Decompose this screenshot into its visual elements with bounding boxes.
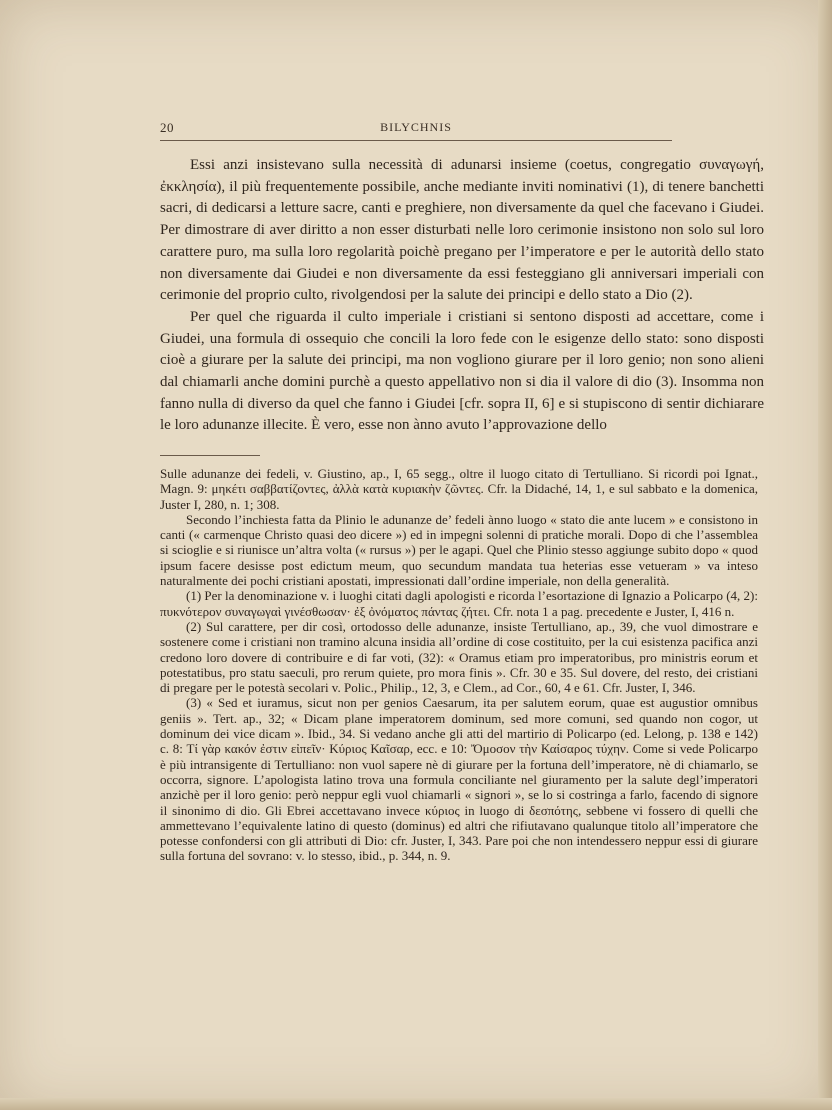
body-paragraph: Per quel che riguarda il culto imperiale i cristiani si sentono disposti ad accettare, come i Giudei, una formula di ossequio che concili la loro fede con le esigenze dello stato: sono disposti cioè a giurare per la salute dei principi, ma non vogliono giurare per il loro genio; non sono alieni dal chiamarli anche domini purchè a questo appellativo non si dia il valore di dio (3). Insomma non fanno nulla di diverso da quel che fanno i Giudei [cfr. sopra II, 6] e si stupiscono di sentir dichiarare le loro adunanze illecite. È vero, esse non ànno avuto l’approvazione dello bbox=[160, 308, 764, 434]
page-number: 20 bbox=[160, 120, 174, 135]
footnote: (3) « Sed et iuramus, sicut non per genios Caesarum, ita per salutem eorum, quae est augustior omnibus geniis ». Tert. ap., 32; « Dicam plane imperatorem dominum, sed more comuni, sed quando non cogor, ut dominum dei vice dicam ». Ibid., 34. Si vedano anche gli atti del martirio di Policarpo (ed. Lelong, p. 138 e 142) c. 8: Τί γὰρ κακόν ἐστιν εἰπεῖν· Κύριος Καῖσαρ, ecc. e 10: Ὄμοσον τὴν Καίσαρος τύχην. Come si vede Policarpo è più intransigente di Tertulliano: non vuol sapere nè di giurare per la fortuna dell’imperatore, nè di chiamarlo, se occorra, signore. L’apologista latino trova una formula conciliante nel giuramento per la salute degl’imperatori anzichè per il loro genio: però neppur egli vuol chiamarli « signori », se lo si costringa a farlo, facendo di signore il sinonimo di dio. Gli Ebrei accettavano invece κύριος in luogo di δεσπότης, sebbene vi fossero di quelli che ammettevano l’equivalente latino di questo (dominus) ed altri che rifiutavano qualunque titolo all’imperatore che potesse confondersi con gli attributi di Dio: cfr. Juster, I, 343. Pare poi che non intendessero neppur essi di giurare sulla fortuna del sovrano: v. lo stesso, ibid., p. 344, n. 9. bbox=[160, 695, 758, 864]
footnotes bbox=[160, 466, 758, 864]
running-header bbox=[160, 120, 672, 142]
page-edge-bottom bbox=[0, 1098, 832, 1110]
body-paragraph: Essi anzi insistevano sulla necessità di adunarsi insieme (coetus, congregatio συναγωγή, ἐκκλησία), il più frequentemente possibile, anche mediante inviti nominativi (1), di tenere banchetti sacri, di dedicarsi a letture sacre, canti e preghiere, non diversamente da quel che facevano i Giudei. Per dimostrare di aver diritto a non esser disturbati nelle loro cerimonie insistono non solo sul loro carattere puro, ma sulla loro regolarità poichè pregano per l’imperatore e per le autorità dello stato non diversamente dai Giudei e non diversamente da essi festeggiano gli anniversari imperiali con cerimonie del proprio culto, rivolgendosi per la salute dei principi e dello stato a Dio (2). bbox=[160, 157, 764, 304]
footnote: Secondo l’inchiesta fatta da Plinio le adunanze de’ fedeli ànno luogo « stato die ante lucem » e consistono in canti (« carmenque Christo quasi deo dicere ») ed in impegni solenni di pratiche morali. Dopo di che l’assemblea si scioglie e si riunisce un’altra volta (« rursus ») per le agapi. Quel che Plinio stesso aggiunge subito dopo « quod ipsum facere desisse post edictum meum, quo secundum mandata tua heterias esse vetueram » va inteso naturalmente dei pochi cristiani apostati, impressionati dall’ordine imperiale, non della generalità. bbox=[160, 511, 758, 589]
footnote: (2) Sul carattere, per dir così, ortodosso delle adunanze, insiste Tertulliano, ap., 39, che vuol dimostrare e sostenere come i cristiani non tramino alcuna insidia all’ordine di cose costituito, per la cui esistenza pacifica anzi credono loro dovere di contribuire e di far voti, (32): « Oramus etiam pro imperatoribus, pro ministris eorum et potestatibus, pro statu saeculi, pro rerum quiete, pro mora finis ». Cfr. 30 e 35. Sul dovere, del resto, dei cristiani di pregare per le potestà secolari v. Polic., Philip., 12, 3, e Clem., ad Cor., 60, 4 e 61. Cfr. Juster, I, 346. bbox=[160, 618, 758, 696]
footnote-separator bbox=[160, 455, 260, 456]
footnote: (1) Per la denominazione v. i luoghi citati dagli apologisti e ricorda l’esortazione di Ignazio a Policarpo (4, 2): πυκνότερον συναγωγαὶ γινέσθωσαν· ἐξ ὀνόματος πάντας ζήτει. Cfr. nota 1 a pag. precedente e Juster, I, 416 n. bbox=[160, 588, 758, 619]
header-rule bbox=[160, 140, 672, 141]
main-text bbox=[160, 155, 764, 437]
footnote: Sulle adunanze dei fedeli, v. Giustino, ap., I, 65 segg., oltre il luogo citato di Tertulliano. Si ricordi poi Ignat., Magn. 9: μηκέτι σαββατίζοντες, ἀλλὰ κατὰ κυριακὴν ζῶντες. Cfr. la Didaché, 14, 1, e sul sabbato e la domenica, Juster I, 280, n. 1; 308. bbox=[160, 466, 758, 512]
page-edge-right bbox=[818, 0, 832, 1110]
running-title: BILYCHNIS bbox=[380, 120, 452, 134]
